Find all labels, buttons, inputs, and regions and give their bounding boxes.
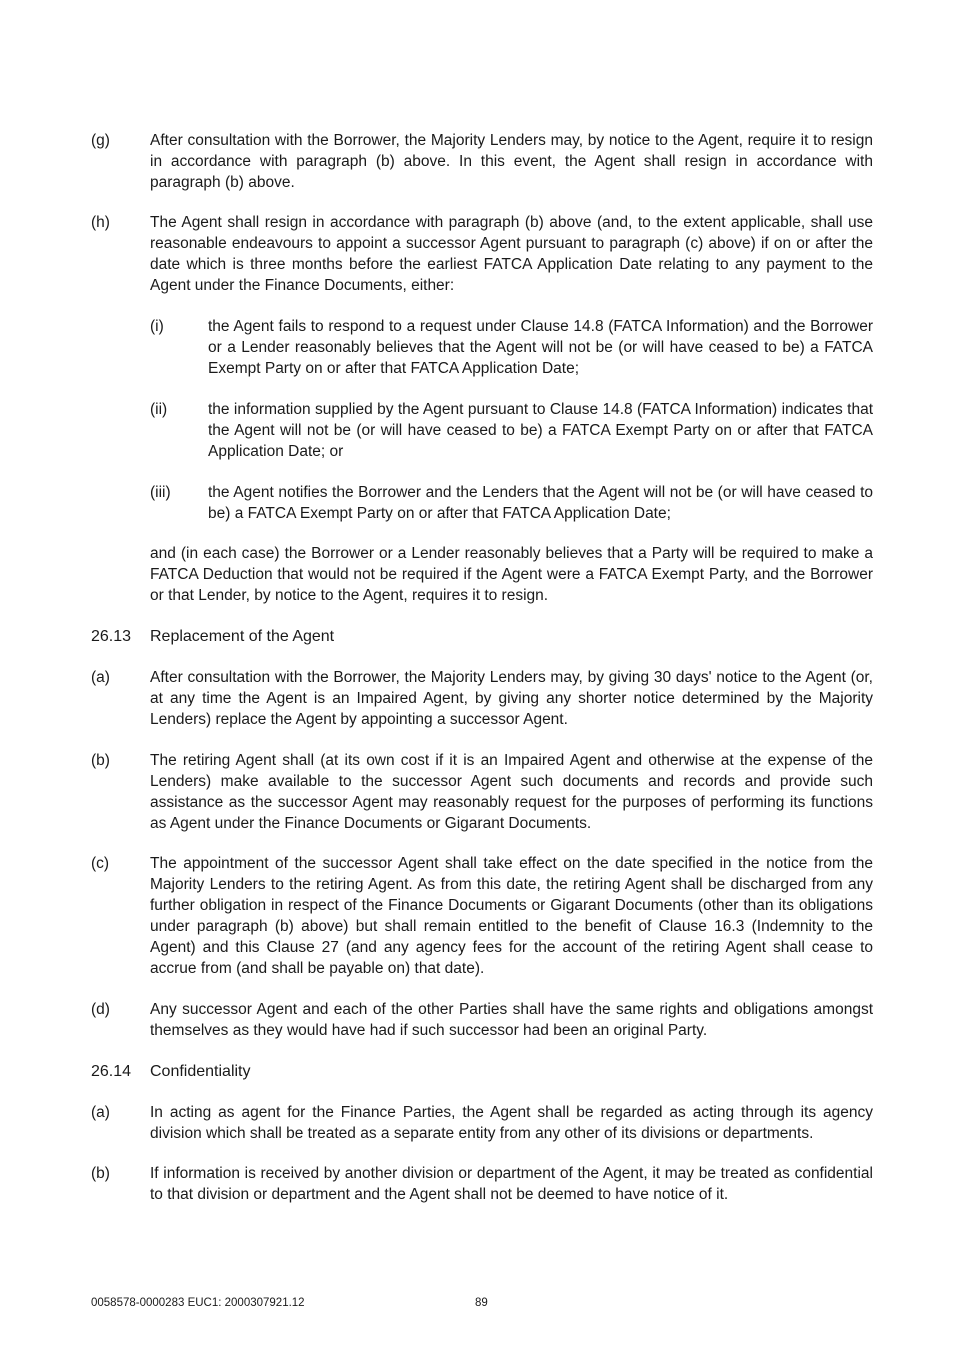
paragraph-label: (d) <box>91 1001 110 1018</box>
paragraph-label: (h) <box>91 214 110 231</box>
paragraph-text: The Agent shall resign in accordance with paragraph (b) above (and, to the extent applicable, shall use reasonable endeavours to appoint a successor Agent pursuant to paragraph (c) above) if on or after the date which is three months before the earliest FATCA Application Date relating to any payment to the Agent under the Finance Documents, either: <box>150 214 873 294</box>
paragraph-label: (b) <box>91 1165 110 1182</box>
section-title: Replacement of the Agent <box>150 628 335 645</box>
paragraph-text: After consultation with the Borrower, the Majority Lenders may, by giving 30 days' notice to the Agent (or, at any time the Agent is an Impaired Agent, by giving any shorter notice determined by the Majority Lenders) replace the Agent by appointing a successor Agent. <box>150 669 873 728</box>
clause-26-13-a <box>91 667 873 730</box>
subparagraph-label: (ii) <box>150 401 168 418</box>
clause-26-13-d <box>91 999 873 1041</box>
paragraph-text: The appointment of the successor Agent shall take effect on the date specified in the notice from the Majority Lenders to the retiring Agent. As from this date, the retiring Agent shall be discharged from any further obligation in respect of the Finance Documents or Gigarant Documents (other than its obligations under paragraph (b) above) but shall remain entitled to the benefit of Clause 16.3 (Indemnity to the Agent) and this Clause 27 (and any agency fees for the account of the retiring Agent shall cease to accrue from (and shall be payable on) that date). <box>150 855 873 977</box>
paragraph-g <box>91 130 873 193</box>
subparagraph-text: the Agent fails to respond to a request under Clause 14.8 (FATCA Information) and the Borrower or a Lender reasonably believes that the Agent will not be (or will have ceased to be) a FATCA Exempt Party on or after that FATCA Application Date; <box>208 318 873 377</box>
subparagraph-i <box>150 316 873 379</box>
section-number: 26.13 <box>91 628 132 645</box>
paragraph-label: (a) <box>91 669 110 686</box>
section-heading-26-13 <box>91 626 334 647</box>
footer-document-reference: 0058578-0000283 EUC1: 2000307921.12 <box>91 1297 305 1309</box>
subparagraph-ii <box>150 399 873 462</box>
subparagraph-label: (iii) <box>150 484 171 501</box>
paragraph-label: (c) <box>91 855 110 872</box>
subparagraph-label: (i) <box>150 318 164 335</box>
clause-26-13-b <box>91 750 873 834</box>
clause-26-14-b <box>91 1163 873 1205</box>
subparagraph-iii <box>150 482 873 524</box>
paragraph-h-continuation: and (in each case) the Borrower or a Lender reasonably believes that a Party will be required to make a FATCA Deduction that would not be required if the Agent were a FATCA Exempt Party, and the Borrower or that Lender, by notice to the Agent, requires it to resign. <box>150 545 873 604</box>
paragraph-label: (g) <box>91 132 110 149</box>
footer-page-number: 89 <box>475 1297 488 1309</box>
section-number: 26.14 <box>91 1063 132 1080</box>
subparagraph-text: the information supplied by the Agent pursuant to Clause 14.8 (FATCA Information) indicates that the Agent will not be (or will have ceased to be) a FATCA Exempt Party on or after that FATCA Application Date; or <box>208 401 873 460</box>
clause-26-13-c <box>91 853 873 979</box>
subparagraph-text: the Agent notifies the Borrower and the Lenders that the Agent will not be (or will have ceased to be) a FATCA Exempt Party on or after that FATCA Application Date; <box>208 484 873 522</box>
paragraph-label: (b) <box>91 752 110 769</box>
section-title: Confidentiality <box>150 1063 251 1080</box>
paragraph-text: The retiring Agent shall (at its own cost if it is an Impaired Agent and otherwise at the expense of the Lenders) make available to the successor Agent such documents and records and provide such assistance as the successor Agent may reasonably request for the purposes of performing its functions as Agent under the Finance Documents or Gigarant Documents. <box>150 752 873 832</box>
section-heading-26-14 <box>91 1061 251 1082</box>
paragraph-text: Any successor Agent and each of the other Parties shall have the same rights and obligations amongst themselves as they would have had if such successor had been an original Party. <box>150 1001 873 1039</box>
clause-26-14-a <box>91 1102 873 1144</box>
paragraph-text: If information is received by another division or department of the Agent, it may be treated as confidential to that division or department and the Agent shall not be deemed to have notice of it. <box>150 1165 873 1203</box>
paragraph-text: After consultation with the Borrower, the Majority Lenders may, by notice to the Agent, require it to resign in accordance with paragraph (b) above. In this event, the Agent shall resign in accordance with paragraph (b) above. <box>150 132 873 191</box>
paragraph-label: (a) <box>91 1104 110 1121</box>
paragraph-h <box>91 212 873 296</box>
paragraph-text: In acting as agent for the Finance Parties, the Agent shall be regarded as acting through its agency division which shall be treated as a separate entity from any other of its divisions or departments. <box>150 1104 873 1142</box>
